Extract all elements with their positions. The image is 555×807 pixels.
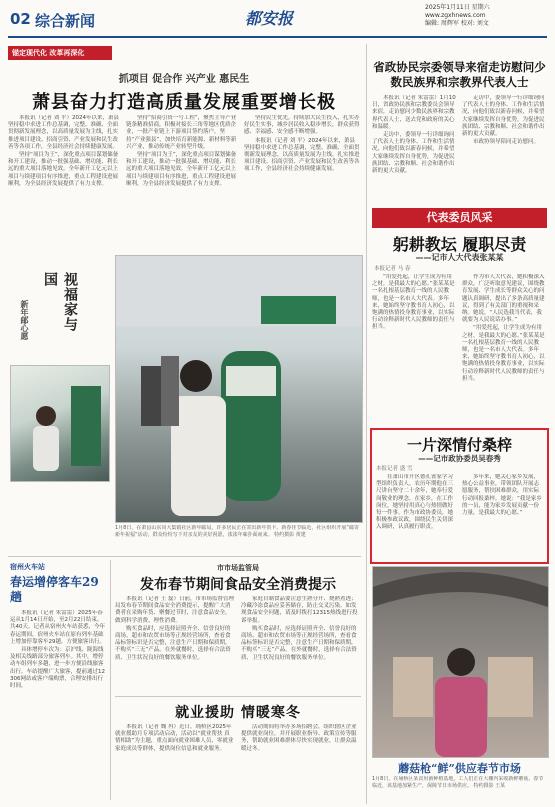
cppcc-headline: 省政协民宗委领导来宿走访慰问少数民族界和宗教界代表人士 [373,60,546,89]
cppcc-paragraph: 市政协领导陪同走访慰问。 [473,139,540,146]
lead-kicker: 抓项目 促合作 兴产业 惠民生 [118,74,250,85]
railway-headline: 春运增停客车29趟 [10,575,99,604]
side-photo [10,365,110,482]
lead-paragraph: 坚持“项目为王”，深化重点项目谋划储备和开工建设，推动一批强基础、增功能、利长远的重大项目落地见效。全年新开工亿元以上项目与续建项目有序推进，重点工程建设进展顺利，为全县经济发展提供了有力支撑。 [126,152,237,187]
page-number: 02 [10,10,31,28]
divider [8,556,361,557]
market-paragraph: 购买食品时，应选择证照齐全、信誉良好的商场、超市和农贸市场等正规经营场所，查看食品标签标识是否完整，注意生产日期和保质期，不购买“三无”产品。在外就餐时，选择有合法资质、卫生状况良好的餐饮服务单位。 [241,625,357,661]
divider [110,560,111,800]
side-vertical-title: 视福家与国 [42,272,78,332]
newspaper-logo: 都安报 [245,9,294,28]
cppcc-paragraph: 本报讯（记者 朱雷雷）1月10日，省政协民族和宗教委员会领导来宿，走访慰问少数民族界和宗教界代表人士，送去党和政府的关心和温暖。 [372,95,456,130]
jobs-headline: 就业援助 情暖寒冬 [175,705,301,721]
woman-head-shape [180,360,212,392]
lead-paragraph: 本报讯（记者 刘 平）2024年以来，萧县坚持稳中求进工作总基调，完整、准确、全面贯彻新发展理念，以高质量发展为主线，扎实推进项目建设、招商引资、产业发展和民生改善等各项工作，全县经济社会持续健康发展。 [244,137,360,173]
person-body-shape [33,426,59,471]
highlight-byline: 本报记者 盛 雪 [376,466,413,472]
lead-paragraph: 坚持“招商引资一号工程”，聚焦主导产业链条精准招商，积极对接长三角等地区优质企业，一批产业链上下游项目签约落户。坚持“产业强县”，加快培育新能源、新材料等新兴产业，推动传统产业转型升级。 [126,115,237,150]
teacher-paragraph: “用爱托起，让学生成为有用之材，是我最大的心愿。”张某某是一名扎根基层教育一线的人民教师，也是一名市人大代表。多年来，她始终坚守教书育人初心，以饱满的热情投身教育事业，以实际行动诠释新时代人民教师的责任与担当。 [372,274,455,331]
divider [115,696,361,697]
lead-paragraph: 坚持“项目为王”，深化重点项目谋划储备和开工建设，推动一批强基础、增功能、利长远的重大项目落地见效。全年新开工亿元以上项目与续建项目有序推进，重点工程建设进展顺利，为全县经济发展提供了有力支撑。 [8,152,119,187]
column-divider [366,44,367,804]
header-info-url: www.zgxhnews.com [425,12,486,19]
market-kicker: 市市场监管局 [217,564,259,572]
mushroom-shelf-shape [393,657,433,717]
cppcc-text-col-1 [372,95,456,203]
header-info [425,4,545,28]
railway-text [10,610,105,800]
worker-jacket-shape [435,677,487,757]
market-paragraph: 本报讯（记者 王 磊）日前，市市场监督管理局发布春节期间食品安全消费提示，提醒广大消费者在采购年货、聚餐过节时，注意食品安全，做到科学消费、理性消费。 [115,596,234,624]
teacher-subheadline: ——记市人大代表张某某 [415,253,504,262]
highlight-paragraph: 在萧山市开区德孔雀家学习型组织负责人，农历年期他在三尺讲台坚守二十余年，她奉行爱岗敬业的理念。在家乡，在工作岗位，她坚持用真心与热情做好每一件事。作为市政协委员，她积极参政议政，围绕民生关切深入调研，认真履行职责。 [376,474,454,531]
teacher-headline: 躬耕教坛 履职尽责 [392,235,527,254]
side-vertical-subtitle: 新年邮心愿 [20,300,30,340]
column-banner: 锚定现代化 改革再深化 [8,46,112,60]
side-photo-illustration [11,366,109,481]
market-headline: 发布春节期间食品安全消费提示 [140,577,336,593]
post-office-sign-shape [261,296,336,324]
market-paragraph: 购买食品时，应选择证照齐全、信誉良好的商场、超市和农贸市场等正规经营场所，查看食品标签标识是否完整，注意生产日期和保质期，不购买“三无”产品。在外就餐时，选择有合法资质、卫生状况良好的餐饮服务单位。 [115,625,231,661]
main-photo [115,255,363,523]
railway-paragraph: 具体增停车次为：京沪线、陇海线及相关线路部分旅客列车。其中，增停动车组列车多趟，进一步方便沿线旅客出行。车站提醒广大旅客，提前通过12306网站或客户端购票，合理安排出行时间。 [10,647,105,690]
highlight-paragraph: 多年来，她关心家乡发展，热心公益事业，带领团队开展志愿服务，帮扶困难群众，用实际行动回报桑梓。她说：“我是家乡的一员，能为家乡发展贡献一份力量，是我最大的心愿。” [462,474,542,517]
woman-coat-shape [171,396,226,516]
representative-banner: 代表委员风采 [372,208,547,228]
highlight-headline: 一片深情付桑梓 [406,436,512,454]
teacher-paragraph: 作为市人大代表，她积极深入群众，广泛听取意见建议，围绕教育发展、学生成长等群众关心的问题认真调研，提出了多条高质量建议，得到了有关部门的重视和采纳。她说，“人民选我当代表，我就要为人民说话办事。” [462,274,545,324]
lead-paragraph: 本报讯（记者 刘 平）2024年以来，萧县坚持稳中求进工作总基调，完整、准确、全面贯彻新发展理念，以高质量发展为主线，扎实推进项目建设、招商引资、产业发展和民生改善等各项工作，全县经济社会持续健康发展。 [8,115,119,150]
jobs-text-col-1 [115,724,235,802]
jobs-paragraph: 本报讯（记者 魏 冉）近日，埇桥区2025年就业援助月专项活动启动，活动以“就业帮扶 真情相助”为主题，重点面向就业困难人员、零就业家庭成员等群体，提供岗位信息和就业服务。 [115,724,234,752]
header-rule [8,36,547,38]
railway-paragraph: 本报讯（记者 朱雷雷）2025年春运从1月14日开始，至2月22日结束，共40天。记者从宿州火车站获悉，今年春运期间，宿州火车站在原有列车基础上增加停靠客车29趟，方便旅客出行。 [10,610,105,645]
jobs-text-col-2 [241,724,361,802]
mushroom-shelf-shape [488,657,533,717]
lead-text-col-1 [8,115,120,245]
lead-headline: 萧县奋力打造高质量发展重要增长极 [32,92,336,113]
lead-text-col-2 [126,115,238,245]
cppcc-paragraph: 走访中，委领导一行详细询问了代表人士的身体、工作和生活情况，向他们致以新春问候，并希望大家继续发挥自身优势，为促进民族团结、宗教和顺、社会和谐作出新的更大贡献。 [372,132,455,175]
highlight-text-col-1 [376,474,456,558]
greenhouse-roof-shape [373,572,548,607]
mushroom-headline: 蘑菇枪“鲜”供应春节市场 [398,762,521,775]
market-paragraph: 家庭自制食品要注意生熟分开、烧熟煮透；冷藏冷冻食品应妥善储存，防止交叉污染。如发现食品安全问题，请及时拨打12315热线进行投诉举报。 [241,596,358,624]
railway-tag: 宿州火车站 [10,563,45,571]
crowd-shape [141,366,161,426]
jobs-paragraph: 活动期间将举办多场招聘会，组织辖区企业提供就业岗位，并开展职业指导、政策宣传等服务，帮助就业困难群体尽快实现就业，让群众温暖过冬。 [241,724,357,752]
mushroom-caption: 1月8日，在埇桥区某食用菌种植基地，工人们正在大棚内采收新鲜蘑菇。春节临近，该基地加紧生产，保障节日市场供应。 特约摄影 王某 [372,776,544,789]
postbox-plate-shape [226,366,276,396]
highlight-box [370,428,549,564]
worker-head-shape [447,648,475,676]
mushroom-photo [372,566,549,758]
lead-paragraph: 坚持民生优先，持续加大民生投入，扎实办好民生实事，城乡居民收入稳步增长，群众获得感、幸福感、安全感不断增强。 [244,115,360,136]
section-title: 综合新闻 [35,12,96,30]
highlight-text-col-2 [462,474,543,558]
mushroom-photo-illustration [373,567,548,757]
market-text-col-2 [241,596,361,691]
main-photo-illustration [116,256,362,522]
teacher-byline: 本报记者 马 春 [374,266,411,272]
header-info-editors: 编辑: 周辉军 校对: 刘文 [425,20,489,27]
lead-text-col-3 [244,115,360,245]
header-info-date: 2025年1月11日 星期六 [425,4,490,11]
teacher-text-col-1 [372,274,456,412]
market-text-col-1 [115,596,235,691]
teacher-text-col-2 [462,274,547,412]
cppcc-text-col-2 [462,95,547,203]
main-photo-caption: 1月8日，在萧县山东岗大集镇社区新年邮局，许多居民正在寄出新年贺卡。新春佳节临近，社区组织开展“邮寄新年祝福”活动，群众纷纷写下对亲友的美好祝愿，浓浓年味扑面而来。 特约摄影 黄建 [115,525,359,538]
person-head-shape [36,406,56,426]
crowd-shape [161,356,179,426]
teacher-paragraph: “用爱托起，让学生成为有用之材，是我最大的心愿。”张某某是一名扎根基层教育一线的人民教师，也是一名市人大代表。多年来，她始终坚守教书育人初心，以饱满的热情投身教育事业，以实际行动诠释新时代人民教师的责任与担当。 [462,325,545,382]
cppcc-paragraph: 走访中，委领导一行详细询问了代表人士的身体、工作和生活情况，向他们致以新春问候，并希望大家继续发挥自身优势，为促进民族团结、宗教和顺、社会和谐作出新的更大贡献。 [462,95,545,138]
postbox-shape [71,386,101,466]
highlight-subheadline: ——记市政协委员吴春秀 [418,454,501,463]
